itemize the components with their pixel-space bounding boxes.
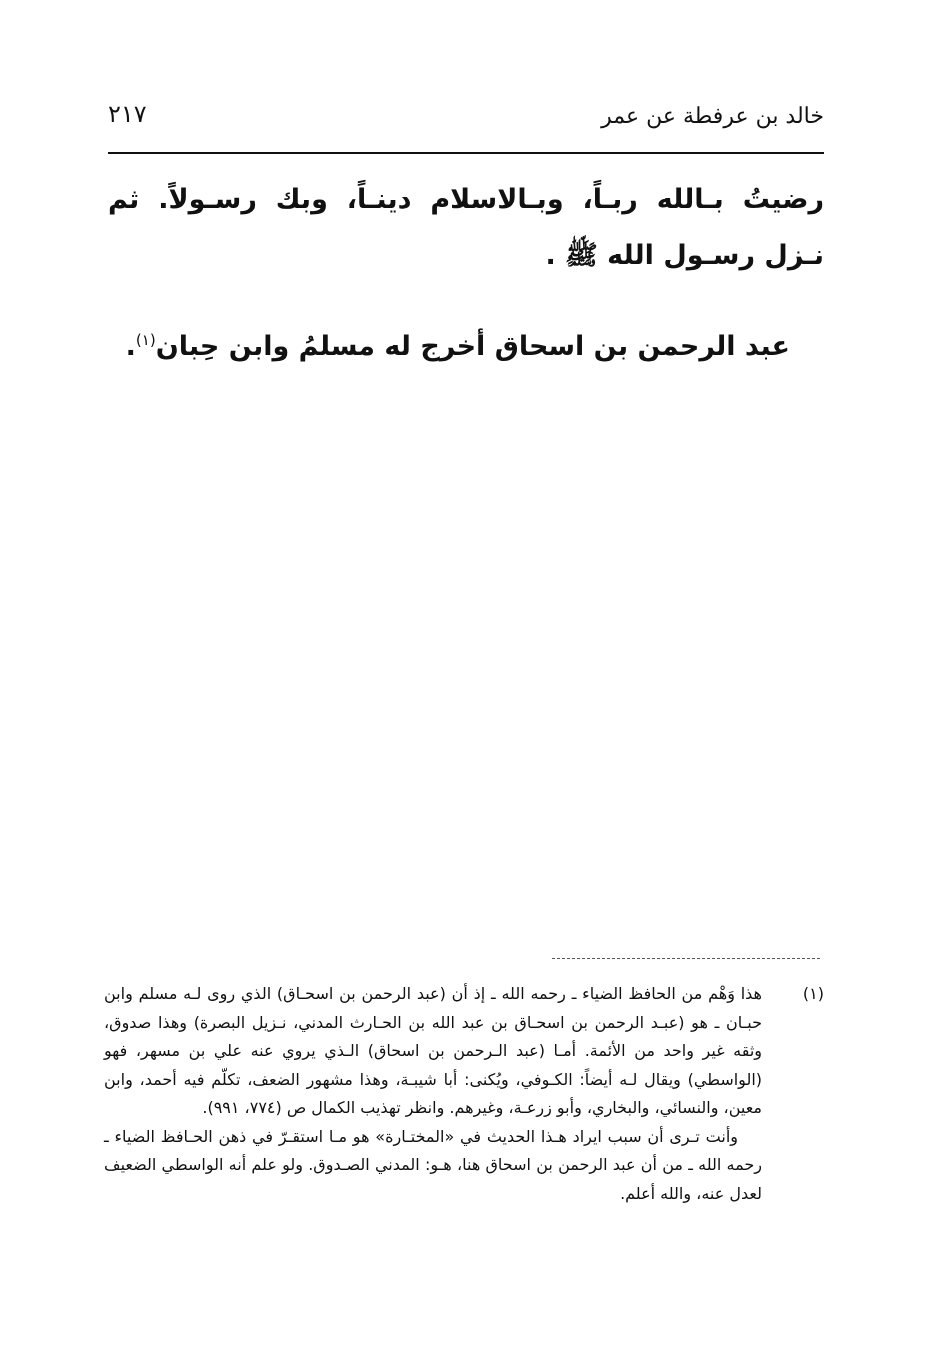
page-number: ٢١٧ (108, 100, 147, 128)
main-text (108, 172, 824, 375)
main-paragraph: رضيتُ بـالله ربـاً، وبـالاسلام دينـاً، وبك رسـولاً. ثم نـزل رسـول الله ﷺ . (108, 184, 824, 271)
main-paragraph-end: . (125, 331, 136, 362)
footnote-paragraph: وأنت تـرى أن سبب ايراد هـذا الحديث في «المختـارة» هو مـا استقـرّ في ذهن الحـافظ الضياء ـ رحمه الله ـ من أن عبد الرحمن بن اسحاق هنا، هـو: المدني الصـدوق. ولو علم أنه الواسطي الضعيف لعدل عنه، والله أعلم. (104, 1126, 762, 1203)
running-title: خالد بن عرفطة عن عمر (601, 104, 824, 129)
footnote-item (104, 980, 824, 1208)
page-header (108, 96, 824, 136)
footnote-paragraph: هذا وَهْم من الحافظ الضياء ـ رحمه الله ـ إذ أن (عبد الرحمن بن اسحـاق) الذي روى لـه مسلم وابن حبـان ـ هو (عبـد الرحمن بن اسحـاق بن عبد الله بن الحـارث المدني، نـزيل البصرة) وهذا صدوق، وثقه غير واحد من الأئمة. أمـا (عبد الـرحمن بن اسحاق) الـذي يروي عنه علي بن مسهر، فهو (الواسطي) ويقال لـه أيضاً: الكـوفي، ويُكنى: أبا شيبـة، وهذا مشهور الضعف، تكلّم فيه أحمد، وابن معين، والنسائي، والبخاري، وأبو زرعـة، وغيرهم. وانظر تهذيب الكمال ص (٧٧٤، ٩٩١). (104, 984, 762, 1117)
footnote-number: (١) (802, 984, 824, 1003)
footnote-separator (552, 958, 820, 959)
main-paragraph-with-note (108, 312, 824, 375)
footnotes (104, 980, 824, 1208)
footnote-reference: (١) (135, 331, 156, 349)
main-paragraph-text: عبد الرحمن بن اسحاق أخرج له مسلمُ وابن حِبان (155, 331, 790, 362)
header-rule (108, 152, 824, 154)
